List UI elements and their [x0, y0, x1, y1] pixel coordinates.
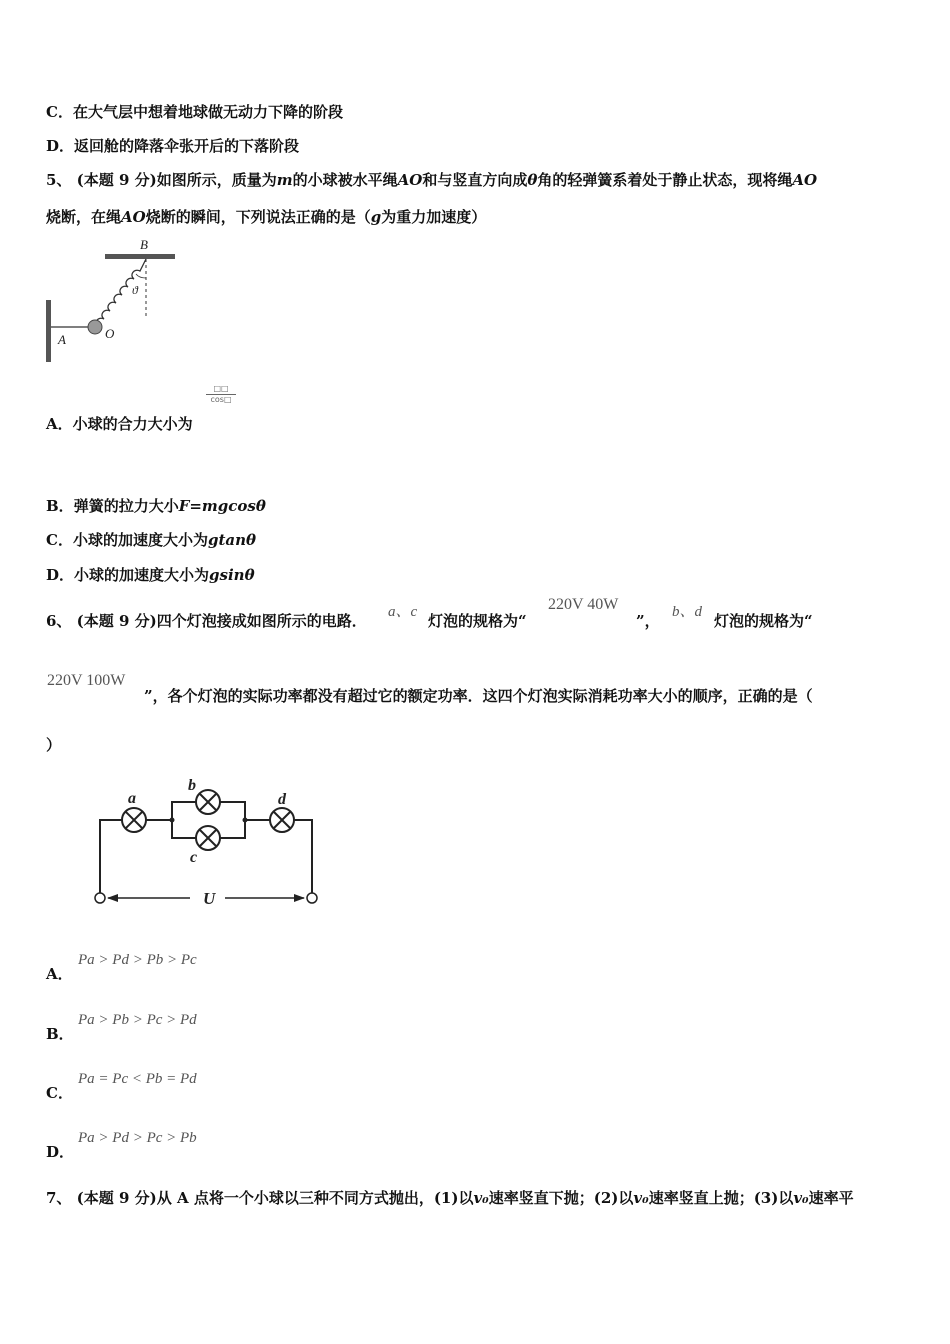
- q5-option-b: [46, 496, 266, 516]
- option-label: C．: [46, 531, 73, 549]
- label-b: b: [188, 777, 196, 794]
- q7-stem-line-1: [46, 1188, 854, 1208]
- option-text: 小球的合力大小为: [72, 415, 193, 433]
- label-b: B: [140, 237, 148, 252]
- q6-bd-symbols: b、d: [672, 604, 703, 620]
- option-formula: gsinθ: [209, 566, 255, 584]
- symbol-theta: θ: [527, 171, 538, 189]
- q5-fraction: [206, 384, 236, 405]
- q6-stem-line-3: [46, 735, 61, 755]
- option-label: D．: [46, 137, 75, 155]
- arrowhead-right: [294, 894, 305, 902]
- question-score: (本题 9 分): [76, 171, 157, 189]
- q5-stem-line-2: [46, 207, 486, 227]
- stem-text: 四个灯泡接成如图所示的电路．: [156, 612, 367, 630]
- stem-text: 烧断的瞬间，下列说法正确的是（: [145, 208, 371, 226]
- question-number: 6、: [46, 612, 72, 630]
- q5-option-c: [46, 530, 256, 550]
- symbol-ao: AO: [792, 171, 818, 189]
- label-theta: ϑ: [132, 283, 138, 297]
- q6-stem-line-2: [144, 686, 813, 706]
- q6-spec-bd: 220V 100W: [47, 672, 126, 689]
- wire-bottom-branch-right: [220, 820, 245, 838]
- question-score: (本题 9 分): [76, 1189, 157, 1207]
- option-label: A．: [46, 965, 73, 983]
- stem-text: 灯泡的规格为“: [428, 612, 527, 630]
- ceiling-b: [105, 254, 175, 259]
- ball-o: [88, 320, 102, 334]
- q6-stem-line-1d: [714, 611, 813, 631]
- fraction-numerator: □□: [213, 384, 229, 393]
- symbol-v0: v₀: [633, 1189, 649, 1207]
- label-o: O: [105, 326, 115, 341]
- symbol-v0: v₀: [793, 1189, 809, 1207]
- wire-right: [294, 820, 312, 898]
- bulb-d: [270, 808, 294, 832]
- q6-option-b-formula: Pa > Pb > Pc > Pd: [78, 1012, 197, 1028]
- stem-text: 角的轻弹簧系着处于静止状态，现将绳: [537, 171, 793, 189]
- option-label: A．: [46, 415, 73, 433]
- junction-left: [170, 818, 175, 823]
- q6-option-a-formula: Pa > Pd > Pb > Pc: [78, 952, 197, 968]
- stem-text: 为重力加速度）: [381, 208, 487, 226]
- stem-text: 的小球被水平绳: [292, 171, 398, 189]
- q6-circuit-figure: [80, 770, 340, 915]
- q6-option-b: [46, 1024, 74, 1044]
- wire-top-branch-right: [220, 802, 245, 820]
- q6-option-d: [46, 1142, 74, 1162]
- terminal-right: [307, 893, 317, 903]
- option-label: C．: [46, 103, 73, 121]
- option-formula: gtanθ: [207, 531, 257, 549]
- label-u: U: [203, 889, 216, 908]
- arrowhead-left: [107, 894, 118, 902]
- q6-stem-line-1a: [46, 611, 367, 631]
- question-number: 5、: [46, 171, 72, 189]
- option-formula: F=mgcosθ: [178, 497, 266, 515]
- stem-text: ”，各个灯泡的实际功率都没有超过它的额定功率．这四个灯泡实际消耗功率大小的顺序，正确的是（: [144, 687, 813, 705]
- wire-bottom-branch: [172, 820, 197, 838]
- question-score: (本题 9 分): [76, 612, 157, 630]
- option-label: D．: [46, 1143, 75, 1161]
- label-a: A: [58, 332, 66, 347]
- option-label: C．: [46, 1084, 73, 1102]
- stem-text: 速率竖直上抛；(3)以: [648, 1189, 794, 1207]
- q6-option-a: [46, 964, 73, 984]
- q5-option-a: [46, 414, 193, 434]
- bulb-c: [196, 826, 220, 850]
- stem-text: 烧断，在绳: [46, 208, 122, 226]
- label-a: a: [128, 790, 136, 807]
- wire-left: [100, 820, 122, 898]
- q6-spec-ac: 220V 40W: [548, 596, 619, 613]
- bulb-b: [196, 790, 220, 814]
- q6-option-c-formula: Pa = Pc < Pb = Pd: [78, 1071, 197, 1087]
- q4-option-d: [46, 136, 299, 156]
- option-text: 小球的加速度大小为: [72, 531, 208, 549]
- q6-option-c: [46, 1083, 73, 1103]
- option-label: B．: [46, 497, 74, 515]
- label-c: c: [190, 849, 198, 866]
- symbol-m: m: [276, 171, 293, 189]
- q6-stem-line-1c: [636, 611, 660, 631]
- junction-right: [243, 818, 248, 823]
- question-number: 7、: [46, 1189, 72, 1207]
- option-text: 弹簧的拉力大小: [73, 497, 179, 515]
- fraction-denominator: cos□: [206, 394, 236, 405]
- option-label: D．: [46, 566, 75, 584]
- bulb-a: [122, 808, 146, 832]
- terminal-left: [95, 893, 105, 903]
- stem-text: 和与竖直方向成: [422, 171, 528, 189]
- angle-arc: [136, 274, 146, 278]
- q6-option-d-formula: Pa > Pd > Pc > Pb: [78, 1130, 197, 1146]
- option-text: 返回舱的降落伞张开后的下落阶段: [74, 137, 300, 155]
- stem-text: 如图所示，质量为: [156, 171, 277, 189]
- wall-a: [46, 300, 51, 362]
- q5-option-d: [46, 565, 255, 585]
- symbol-ao: AO: [397, 171, 423, 189]
- option-label: B．: [46, 1025, 74, 1043]
- stem-text: 速率平: [808, 1189, 854, 1207]
- stem-text: 灯泡的规格为“: [714, 612, 813, 630]
- spring: [96, 259, 146, 327]
- q5-spring-figure: [40, 234, 185, 364]
- symbol-g: g: [370, 208, 382, 226]
- symbol-ao: AO: [121, 208, 146, 226]
- q6-ac-symbols: a、c: [388, 604, 418, 620]
- stem-text: ”，: [636, 612, 660, 630]
- q5-stem-line-1: [46, 170, 817, 190]
- q4-option-c: [46, 102, 343, 122]
- q6-stem-line-1b: [428, 611, 527, 631]
- symbol-v0: v₀: [473, 1189, 489, 1207]
- stem-text: ）: [46, 736, 62, 754]
- option-text: 小球的加速度大小为: [74, 566, 210, 584]
- label-d: d: [278, 791, 286, 808]
- stem-text: 速率竖直下抛；(2)以: [488, 1189, 634, 1207]
- option-text: 在大气层中想着地球做无动力下降的阶段: [72, 103, 343, 121]
- stem-text: 从 A 点将一个小球以三种不同方式抛出，(1)以: [156, 1189, 474, 1207]
- wire-top-branch: [172, 802, 197, 820]
